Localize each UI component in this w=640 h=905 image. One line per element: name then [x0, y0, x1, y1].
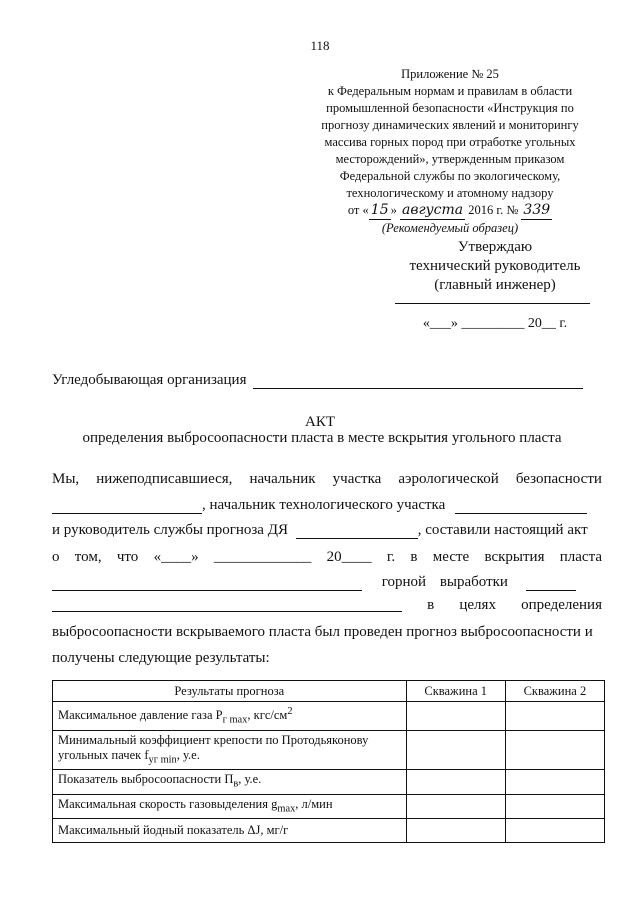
parameter-cell [53, 702, 407, 731]
word: _____________ [213, 549, 312, 565]
body-text: , начальник технологического участка [202, 497, 446, 513]
blank-field [52, 597, 402, 612]
body-line-5 [52, 574, 602, 591]
parameter-unit: , л/мин [295, 796, 333, 811]
body-text: горной выработки [381, 574, 508, 590]
body-line-7: выбросоопасности вскрываемого пласта был проведен прогноз выбросоопасности и [52, 624, 593, 640]
word: участка [332, 471, 382, 487]
order-date-line [300, 202, 600, 220]
value-cell [505, 730, 604, 770]
parameter-subscript: max [277, 803, 296, 815]
word: о [52, 549, 60, 565]
body-text: , составили настоящий акт [417, 522, 588, 538]
table-row [53, 770, 605, 795]
parameter-label: Максимальная скорость газовыделения g [58, 796, 278, 811]
parameter-label: Минимальный коэффициент крепости по Протодьяконову угольных пачек f [58, 732, 369, 762]
value-cell [505, 770, 604, 795]
word: нижеподписавшиеся, [96, 471, 233, 487]
word: «____» [153, 549, 199, 565]
signature-line [395, 303, 590, 304]
value-cell [406, 819, 505, 843]
order-prefix: от « [347, 203, 369, 217]
body-line-4 [52, 549, 602, 566]
word: что [116, 549, 139, 565]
annex-line: Приложение № 25 [401, 67, 499, 81]
parameter-superscript: 2 [287, 706, 293, 717]
value-cell [505, 819, 604, 843]
parameter-cell [53, 730, 407, 770]
organization-blank [253, 374, 583, 389]
organization-label: Угледобывающая организация [52, 372, 247, 388]
order-year: 2016 г. № [468, 203, 519, 217]
word: вскрытия [484, 549, 545, 565]
parameter-cell [53, 819, 407, 843]
annex-line: прогнозу динамических явлений и мониторингу [321, 118, 579, 132]
table-row [53, 819, 605, 843]
order-month: августа [401, 202, 464, 218]
approval-line: Утверждаю [457, 239, 533, 255]
annex-line: массива горных пород при отработке угольных [324, 135, 576, 149]
approval-block [380, 238, 610, 295]
word: безопасности [515, 471, 602, 487]
value-cell [406, 794, 505, 819]
word: аэрологической [398, 471, 499, 487]
parameter-subscript: уг min [148, 754, 177, 766]
table-row [53, 730, 605, 770]
word: Мы, [52, 471, 80, 487]
blank-field [455, 499, 587, 514]
body-line-8: получены следующие результаты: [52, 650, 270, 666]
organization-field [52, 372, 583, 389]
blank-field [296, 524, 418, 539]
annex-header [300, 66, 600, 237]
body-line-6 [52, 597, 602, 614]
body-line-2 [52, 497, 602, 514]
body-line-1 [52, 471, 602, 488]
page-number: 118 [310, 38, 330, 53]
column-header: Результаты прогноза [53, 681, 407, 702]
act-subtitle: определения выбросоопасности пласта в месте вскрытия угольного пласта [82, 430, 562, 446]
word: в [410, 549, 418, 565]
parameter-unit: , у.е. [176, 747, 200, 762]
value-cell [406, 770, 505, 795]
blank-field [52, 576, 362, 591]
annex-line: Федеральной службы по экологическому, [339, 169, 561, 183]
annex-line: месторождений», утвержденным приказом [335, 152, 565, 166]
word: том, [74, 549, 102, 565]
parameter-subscript: г max [222, 714, 248, 726]
results-table [52, 680, 605, 843]
word: целях [459, 597, 496, 613]
annex-line: технологическому и атомному надзору [346, 186, 554, 200]
blank-field [526, 576, 576, 591]
approval-line: технический руководитель [409, 258, 581, 274]
value-cell [406, 730, 505, 770]
word: пласта [559, 549, 602, 565]
word: 20____ [326, 549, 372, 565]
annex-line: промышленной безопасности «Инструкция по [326, 101, 574, 115]
value-cell [406, 702, 505, 731]
parameter-unit: , у.е. [238, 772, 262, 787]
parameter-subscript: в [233, 778, 239, 790]
parameter-cell [53, 794, 407, 819]
blank-field [52, 499, 202, 514]
parameter-cell [53, 770, 407, 795]
value-cell [505, 702, 604, 731]
parameter-unit: , мг/г [260, 823, 289, 838]
body-text: и руководитель службы прогноза ДЯ [52, 522, 288, 538]
approval-date: «___» _________ 20__ г. [422, 316, 568, 331]
table-header-row [53, 681, 605, 702]
word: г. [386, 549, 396, 565]
word: определения [521, 597, 602, 613]
approval-line: (главный инженер) [434, 277, 556, 293]
word: начальник [249, 471, 316, 487]
recommended-sample: (Рекомендуемый образец) [381, 221, 519, 235]
parameter-label: Показатель выбросоопасности П [58, 772, 234, 787]
table-row [53, 702, 605, 731]
word: месте [432, 549, 470, 565]
order-number: 339 [523, 202, 551, 218]
table-row [53, 794, 605, 819]
word: в [427, 597, 435, 613]
column-header: Скважина 2 [505, 681, 604, 702]
parameter-label: Максимальный йодный показатель ΔJ [58, 823, 261, 838]
order-day: 15 [370, 202, 389, 218]
order-mid: » [390, 203, 397, 217]
parameter-unit: , кгс/см [247, 708, 288, 723]
value-cell [505, 794, 604, 819]
parameter-label: Максимальное давление газа P [58, 708, 223, 723]
annex-line: к Федеральным нормам и правилам в области [327, 84, 573, 98]
act-title: АКТ [305, 414, 335, 430]
column-header: Скважина 1 [406, 681, 505, 702]
body-line-3 [52, 522, 602, 539]
